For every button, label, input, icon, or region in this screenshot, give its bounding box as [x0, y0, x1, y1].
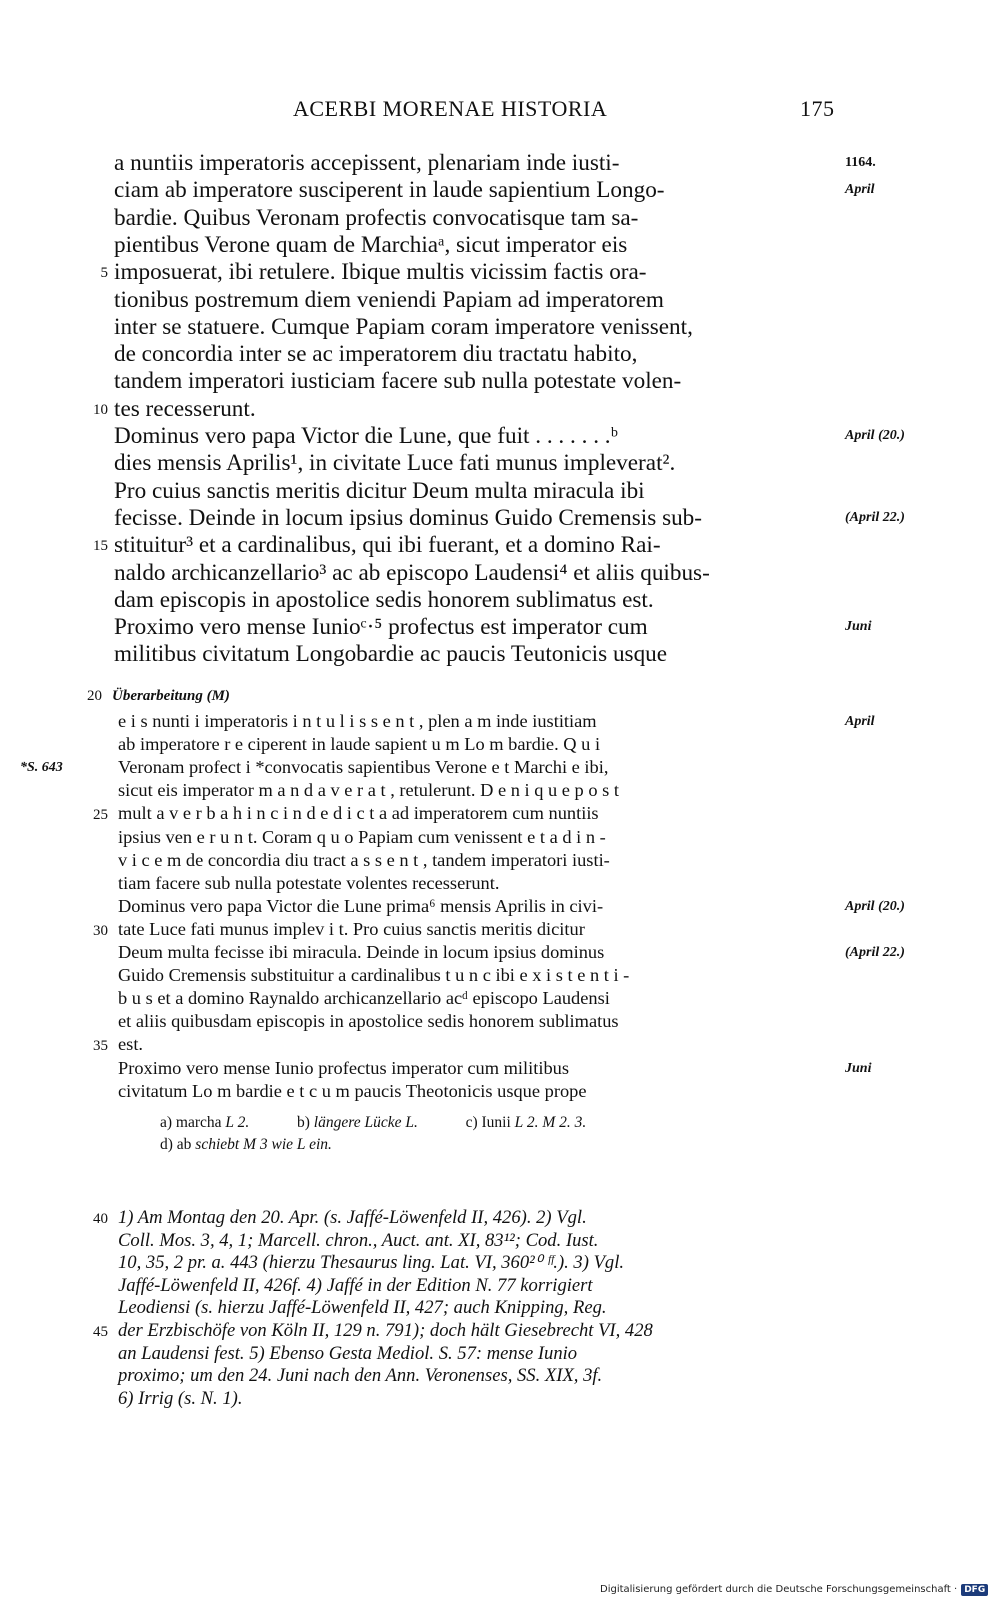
text-line: [0, 850, 1000, 873]
text-line: [0, 803, 1000, 826]
margin-date: April (20.): [845, 898, 905, 914]
text-line: [0, 919, 1000, 942]
margin-date: April (20.): [845, 428, 905, 443]
text-line: [0, 1388, 1000, 1411]
line-text: proximo; um den 24. Juni nach den Ann. Veronenses, SS. XIX, 3f.: [118, 1365, 603, 1387]
line-text: tes recesserunt.: [114, 395, 256, 422]
text-line: [0, 1297, 1000, 1320]
line-text: Dominus vero papa Victor die Lune, que fuit . . . . . . .ᵇ: [114, 423, 618, 449]
line-text: tionibus postremum diem veniendi Papiam ad imperatorem: [114, 286, 664, 313]
page-ref: *S. 643: [20, 760, 63, 776]
text-line: [0, 1058, 1000, 1081]
text-line: [0, 1034, 1000, 1057]
text-line: [0, 1275, 1000, 1298]
line-text: tate Luce fati munus implev i t. Pro cuius sanctis meritis dicitur: [118, 918, 585, 939]
line-text: Proximo vero mense Iunioᶜ·⁵ profectus est imperator cum: [114, 614, 648, 641]
line-text: bardie. Quibus Veronam profectis convocatisque tam sa-: [114, 204, 639, 231]
text-line: [0, 965, 1000, 988]
page-title: ACERBI MORENAE HISTORIA: [293, 96, 608, 121]
text-line: [0, 532, 1000, 560]
line-text: tandem imperatori iusticiam facere sub nulla potestate volen-: [114, 368, 682, 395]
line-text: et aliis quibusdam episcopis in apostolice sedis honorem sublimatus: [118, 1011, 619, 1032]
line-text: est.: [118, 1034, 144, 1055]
apparatus-row: a) marcha L 2. b) längere Lücke L. c) Iunii L 2. M 2. 3.: [160, 1114, 587, 1131]
line-text: e i s nunti i imperatoris i n t u l i s s e n t , plen a m inde iustitiam: [118, 711, 597, 731]
line-text: stituitur³ et a cardinalibus, qui ibi fuerant, et a domino Rai-: [114, 532, 661, 559]
page-number: 175: [800, 96, 835, 121]
line-text: Deum multa fecisse ibi miracula. Deinde in locum ipsius dominus: [118, 942, 605, 962]
line-text: naldo archicanzellario³ ac ab episcopo Laudensi⁴ et aliis quibus-: [114, 559, 710, 586]
line-number: 30: [93, 922, 108, 939]
text-line: [0, 614, 1000, 642]
text-line: [0, 896, 1000, 919]
revision-title: Überarbeitung (M): [112, 688, 230, 704]
line-number: 10: [93, 401, 108, 418]
text-line: [0, 641, 1000, 669]
line-text: Proximo vero mense Iunio profectus imperator cum militibus: [118, 1057, 569, 1078]
text-line: [0, 177, 1000, 205]
text-line: [0, 711, 1000, 734]
line-text: ipsius ven e r u n t. Coram q u o Papiam cum venissent e t a d i n -: [118, 826, 606, 847]
text-line: [0, 1011, 1000, 1034]
line-text: pientibus Verone quam de Marchiaᵃ, sicut imperator eis: [114, 231, 628, 258]
apparatus-row: d) ab schiebt M 3 wie L ein.: [160, 1136, 332, 1153]
text-line: [0, 757, 1000, 780]
text-line: [0, 1207, 1000, 1230]
text-line: [0, 450, 1000, 478]
line-text: Coll. Mos. 3, 4, 1; Marcell. chron., Auct. ant. XI, 83¹²; Cod. Iust.: [118, 1229, 599, 1251]
text-line: [0, 505, 1000, 533]
line-number: 15: [93, 538, 108, 555]
line-text: an Laudensi fest. 5) Ebenso Gesta Mediol. S. 57: mense Iunio: [118, 1342, 578, 1364]
margin-date: (April 22.): [845, 509, 905, 525]
line-text: Guido Cremensis substituitur a cardinalibus t u n c ibi e x i s t e n t i -: [118, 965, 630, 986]
text-line: [0, 259, 1000, 287]
text-line: [0, 287, 1000, 315]
critical-apparatus: [160, 1114, 586, 1158]
margin-date: Juni: [845, 619, 872, 635]
line-text: civitatum Lo m bardie e t c u m paucis Theotonicis usque prope: [118, 1080, 587, 1101]
line-number: 40: [93, 1211, 108, 1227]
line-text: inter se statuere. Cumque Papiam coram imperatore venissent,: [114, 313, 693, 340]
text-line: [0, 1230, 1000, 1253]
line-text: v i c e m de concordia diu tract a s s e n t , tandem imperatori iusti-: [118, 849, 610, 870]
running-head: [0, 96, 1000, 124]
line-text: dies mensis Aprilis¹, in civitate Luce fati munus impleverat².: [114, 450, 676, 477]
line-number: 5: [100, 265, 108, 282]
line-text: Leodiensi (s. hierzu Jaffé-Löwenfeld II, 427; auch Knipping, Reg.: [118, 1297, 607, 1319]
line-text: 10, 35, 2 pr. a. 443 (hierzu Thesaurus ling. Lat. VI, 360²⁰ ᶠᶠ.). 3) Vgl.: [118, 1252, 625, 1274]
text-line: [0, 232, 1000, 260]
line-text: fecisse. Deinde in locum ipsius dominus Guido Cremensis sub-: [114, 504, 702, 531]
text-line: [0, 942, 1000, 965]
revision-heading: [87, 688, 230, 705]
text-line: [0, 368, 1000, 396]
margin-date: April: [845, 714, 875, 729]
text-line: [0, 205, 1000, 233]
text-line: [0, 1320, 1000, 1343]
line-text: sicut eis imperator m a n d a v e r a t , retulerunt. D e n i q u e p o s t: [118, 780, 620, 801]
line-text: de concordia inter se ac imperatorem diu tractatu habito,: [114, 341, 638, 368]
text-line: [0, 1252, 1000, 1275]
line-number: 45: [93, 1324, 108, 1340]
line-text: 1) Am Montag den 20. Apr. (s. Jaffé-Löwenfeld II, 426). 2) Vgl.: [118, 1207, 587, 1228]
margin-date: 1164.: [845, 155, 876, 170]
text-line: [0, 780, 1000, 803]
line-number: 35: [93, 1038, 108, 1055]
text-line: [0, 873, 1000, 896]
line-text: dam episcopis in apostolice sedis honorem sublimatus est.: [114, 586, 654, 613]
text-line: [0, 1365, 1000, 1388]
text-line: [0, 341, 1000, 369]
line-text: b u s et a domino Raynaldo archicanzellario acᵈ episcopo Laudensi: [118, 988, 610, 1009]
line-text: imposuerat, ibi retulere. Ibique multis vicissim factis ora-: [114, 259, 647, 286]
line-number: 20: [87, 688, 102, 704]
margin-date: (April 22.): [845, 945, 905, 960]
line-text: militibus civitatum Longobardie ac paucis Teutonicis usque: [114, 641, 668, 668]
line-text: Jaffé-Löwenfeld II, 426f. 4) Jaffé in der Edition N. 77 korrigiert: [118, 1274, 593, 1296]
line-text: 6) Irrig (s. N. 1).: [118, 1387, 243, 1409]
text-line: [0, 560, 1000, 588]
line-text: a nuntiis imperatoris accepissent, plenariam inde iusti-: [114, 150, 620, 176]
text-line: [0, 1081, 1000, 1104]
line-text: tiam facere sub nulla potestate volentes recesserunt.: [118, 872, 500, 893]
text-line: [0, 478, 1000, 506]
margin-date: April: [845, 182, 875, 198]
text-line: [0, 150, 1000, 178]
line-text: ciam ab imperatore susciperent in laude sapientium Longo-: [114, 177, 665, 204]
text-line: [0, 1343, 1000, 1366]
text-line: [0, 988, 1000, 1011]
text-line: [0, 314, 1000, 342]
line-text: mult a v e r b a h i n c i n d e d i c t a ad imperatorem cum nuntiis: [118, 803, 599, 824]
line-text: ab imperatore r e ciperent in laude sapient u m Lo m bardie. Q u i: [118, 734, 601, 755]
line-number: 25: [93, 807, 108, 824]
text-line: [0, 423, 1000, 451]
dfg-logo-icon: DFG: [961, 1584, 988, 1596]
line-text: Veronam profect i *convocatis sapientibus Verone e t Marchi e ibi,: [118, 757, 609, 778]
digitization-credit: Digitalisierung gefördert durch die Deutsche Forschungsgemeinschaft · DFG: [600, 1584, 988, 1596]
text-line: [0, 587, 1000, 615]
margin-date: Juni: [845, 1060, 872, 1076]
line-text: Dominus vero papa Victor die Lune prima⁶ mensis Aprilis in civi-: [118, 895, 604, 916]
text-line: [0, 734, 1000, 757]
text-line: [0, 827, 1000, 850]
text-line: [0, 396, 1000, 424]
line-text: Pro cuius sanctis meritis dicitur Deum multa miracula ibi: [114, 477, 645, 504]
line-text: der Erzbischöfe von Köln II, 129 n. 791); doch hält Giesebrecht VI, 428: [118, 1320, 653, 1341]
